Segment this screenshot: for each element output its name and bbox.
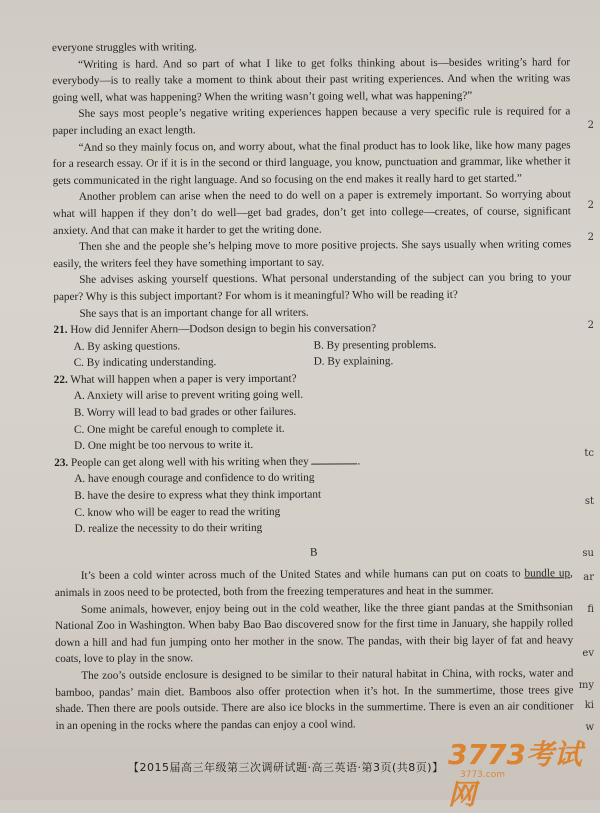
gutter-mark: ki (584, 700, 594, 711)
option-a: A. have enough courage and confidence to do writing (74, 472, 315, 486)
question-number: 22. (53, 373, 68, 386)
question-stem: How did Jennifer Ahern—Dodson design to begin his conversation? (70, 322, 377, 337)
page-footer: 【2015届高三年级第三次调研试题·高三英语·第3页(共8页)】 (128, 761, 444, 774)
option-b: B. By presenting problems. (313, 338, 437, 352)
option-b: B. have the desire to express what they think important (74, 488, 322, 502)
stem-end: . (357, 455, 361, 468)
underlined-phrase: bundle up (524, 567, 571, 580)
gutter-mark: 2 (587, 200, 594, 211)
gutter-mark: st (584, 496, 594, 507)
option-d: D. One might be too nervous to write it. (74, 439, 254, 453)
option-a: A. By asking questions. (73, 340, 181, 353)
option-d: D. By explaining. (313, 355, 394, 368)
paragraph-3: She says most people’s negative writing experiences happen because a very specific rule is required for a paper including an exact length. (52, 105, 571, 137)
question-22 (54, 369, 572, 455)
passage-b-paragraph-3: The zoo’s outside enclosure is designed to be similar to their natural habitat in China, with rocks, water and bamboo, pandas’ main diet. Bamboos also offer protection when it’s hot. In the summertime, those trees give shade. Then there are pools outside. There are also ice blocks in the summertime. There is even an air conditioner in an opening in the rocks where the pandas can enjoy a cool wind. (55, 667, 574, 732)
option-c: C. By indicating understanding. (73, 356, 217, 370)
gutter-mark: my (578, 680, 594, 691)
gutter-mark: 2 (587, 320, 594, 331)
option-a: A. Anxiety will arise to prevent writing going well. (73, 389, 304, 403)
option-d: D. realize the necessity to do their writing (74, 522, 263, 536)
gutter-mark: 2 (587, 232, 594, 243)
watermark-url: 3773.com (460, 770, 505, 780)
question-stem: People can get along well with his writing when they (70, 455, 309, 469)
paragraph-2: “Writing is hard. And so part of what I like to get folks thinking about is—besides writing’s hard for everybody—is to really take a moment to think about their past writing experiences. And when the writing was going well, what was happening? When the writing wasn’t going well, what was happening?” (52, 55, 571, 104)
text-start: It’s been a cold winter across much of the United States and while humans can put on coats to (80, 567, 521, 583)
paragraph-1: everyone struggles with writing. (52, 41, 197, 54)
option-c: C. know who will be eager to read the writing (74, 505, 281, 519)
question-stem: What will happen when a paper is very important? (70, 372, 297, 386)
paragraph-4: “And so they mainly focus on, and worry about, what the final product has to look like, like how many pages for a research essay. Or if it is in the second or third language, you know, punctuation and grammar, like whether it gets communicated in the right language. And so focusing on the end makes it really hard to get started.” (52, 138, 571, 187)
exam-page (52, 37, 574, 734)
question-number: 23. (54, 456, 69, 469)
paragraph-8: She says that is an important change for all writers. (79, 306, 309, 320)
gutter-mark: ev (582, 648, 594, 659)
gutter-mark: su (582, 548, 594, 559)
question-number: 21. (53, 324, 68, 337)
gutter-mark: 2 (587, 120, 594, 131)
option-b: B. Worry will lead to bad grades or other failures. (73, 405, 297, 419)
watermark-logo: 3773考试网 (448, 738, 582, 811)
option-c: C. One might be careful enough to complete it. (74, 422, 285, 436)
passage-b-paragraph-1 (55, 566, 573, 602)
gutter-mark: ar (583, 572, 594, 583)
section-label: B (309, 546, 318, 559)
passage-b-paragraph-2: Some animals, however, enjoy being out in the cold weather, like the three giant pandas at the Smithsonian National Zoo in Washington. When baby Bao Bao discovered snow for the first time in January, she happily rolled down a hill and had fun jumping onto her mother in the snow. The pandas, with their big layer of fat and heavy coats, love to play in the snow. (55, 600, 574, 666)
paragraph-7: She advises asking yourself questions. What personal understanding of the subject can you bring to your paper? Why is this subject important? For whom is it meaningful? Who will be reading it? (53, 271, 572, 303)
question-21 (53, 319, 571, 371)
text-end: , animals in zoos need to be protected, both from the freezing temperatures and heat in the summer. (54, 567, 573, 599)
answer-blank (311, 463, 357, 464)
gutter-mark: tc (584, 448, 594, 459)
paragraph-5: Another problem can arise when the need to do well on a paper is extremely important. So worrying about what will happen if they don’t do well—get bad grades, don’t get into college—creates, of course, significant anxiety. And that can make it harder to get the writing done. (52, 188, 571, 237)
question-23 (54, 452, 572, 538)
paragraph-6: Then she and the people she’s helping move to more positive projects. She says usually when writing comes easily, the writers feel they have something important to say. (53, 238, 572, 270)
gutter-mark: fi (587, 604, 594, 615)
gutter-mark: w (585, 722, 594, 733)
